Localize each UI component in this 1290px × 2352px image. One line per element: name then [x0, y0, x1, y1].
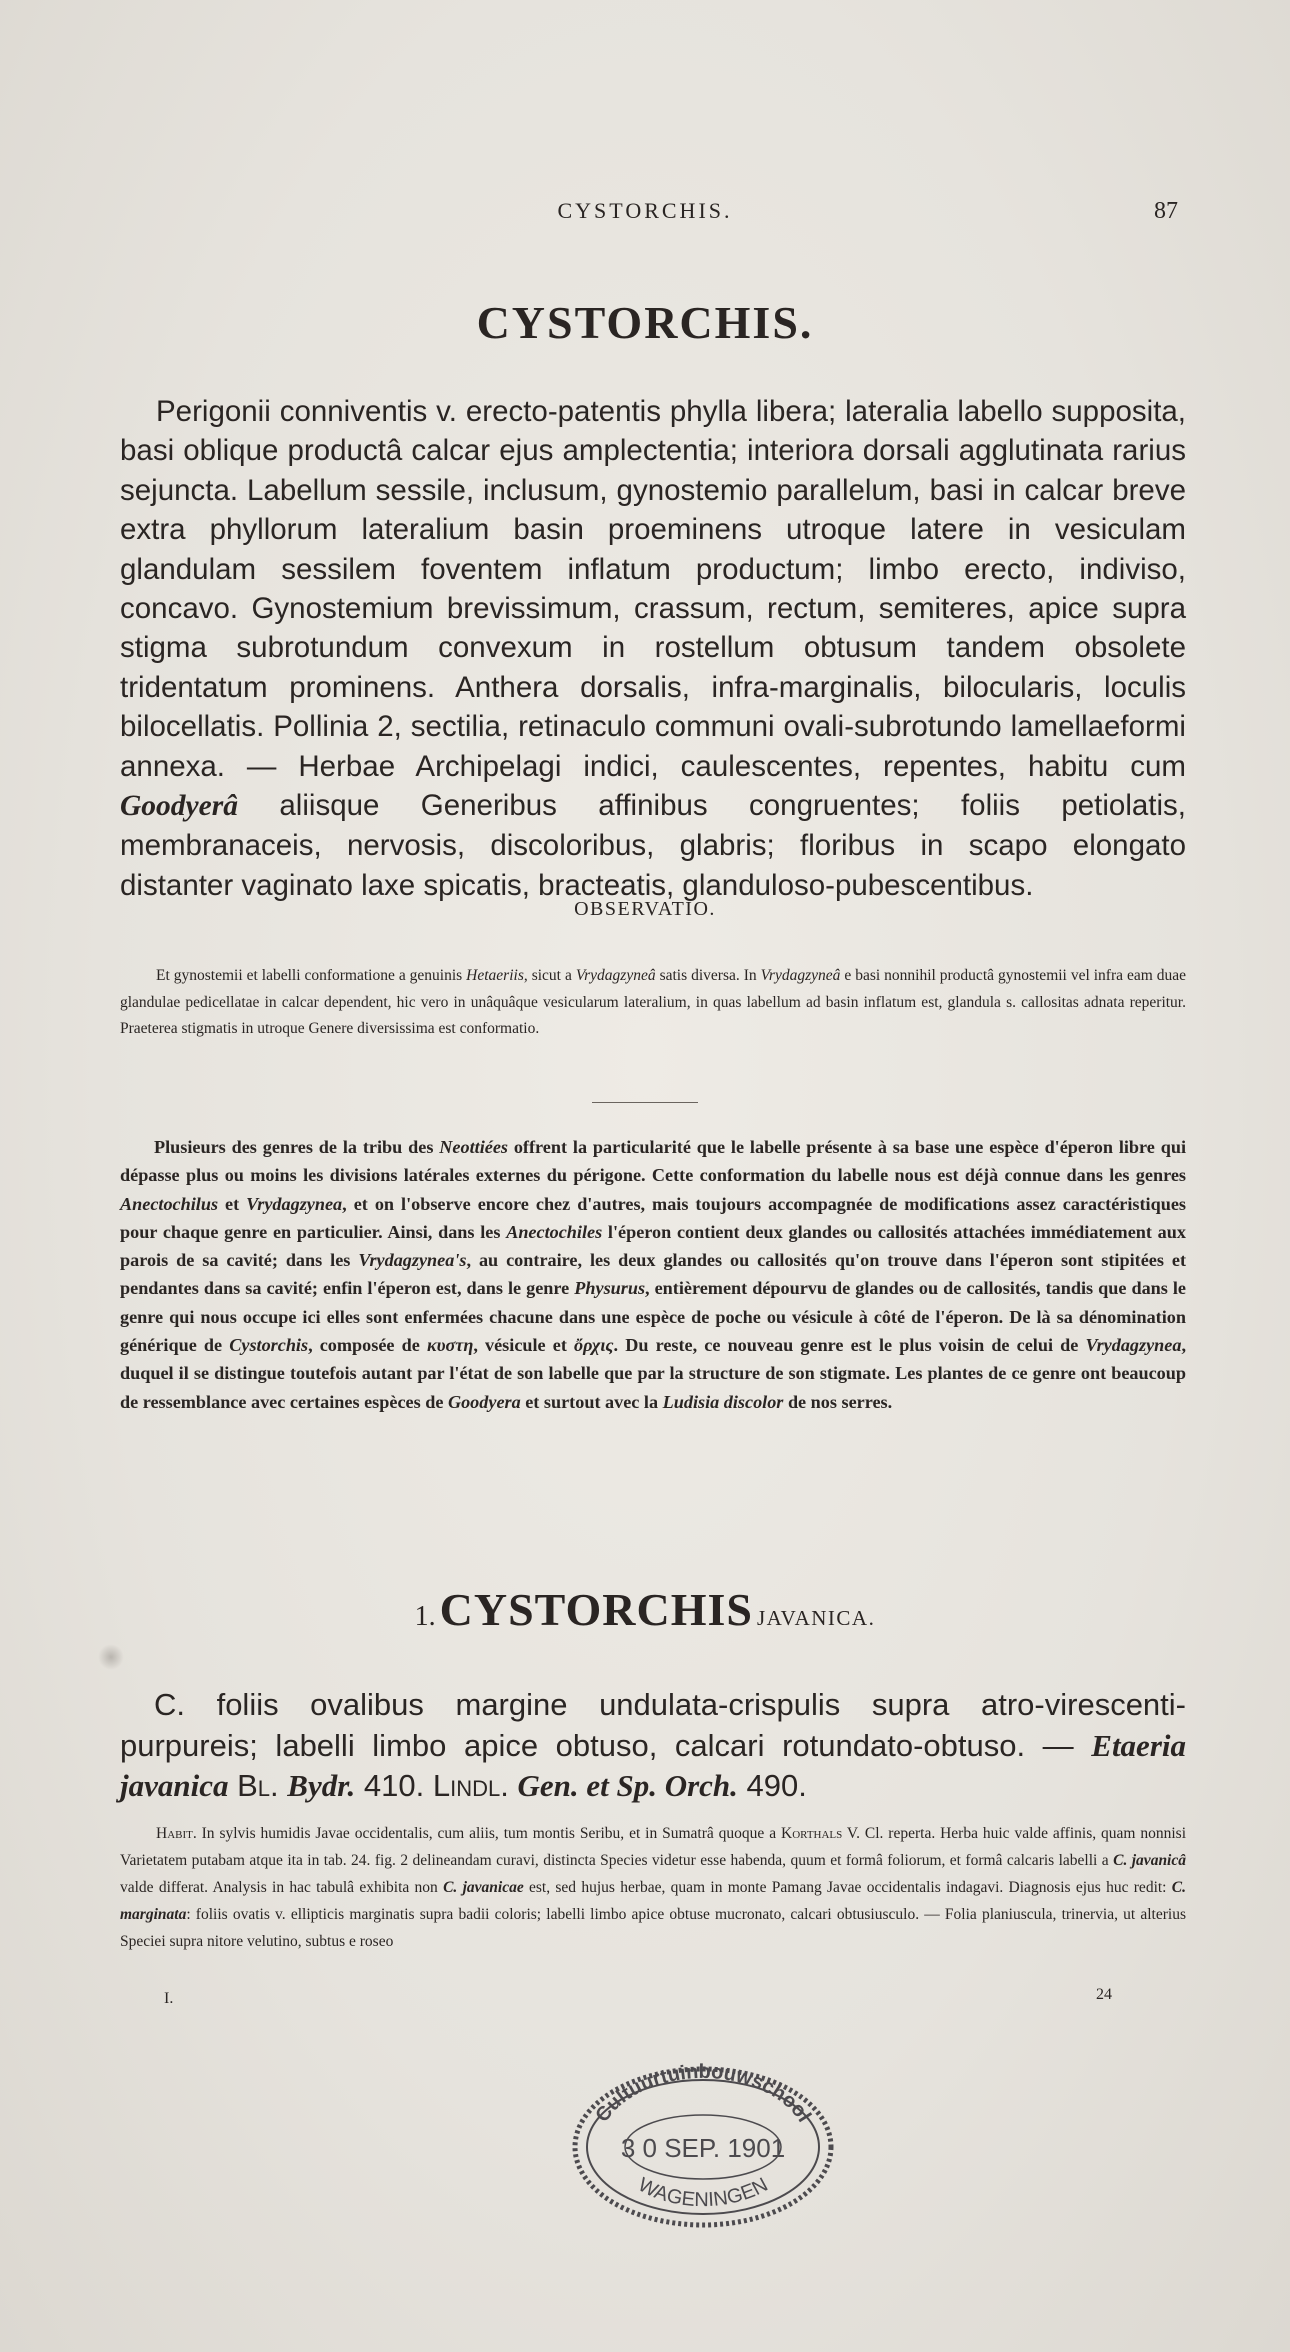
library-stamp [568, 2055, 838, 2230]
diagnosis-text: aliisque Generibus affinibus congruentes; foliis petiolatis, membranaceis, nervosis, discoloribus, glabris; floribus in scapo elongato distanter vaginato laxe spicatis, bracteatis, glanduloso-pubescentibus. [120, 789, 1186, 902]
section-divider [592, 1102, 698, 1103]
species-number: 1. [414, 1601, 436, 1632]
habitat-note: Habit. In sylvis humidis Javae occidentalis, cum aliis, tum montis Seribu, et in Sumatrâ quoque a Korthals V. Cl. reperta. Herba huic valde affinis, quam nonnisi Varietatem putabam atque ita in tab. 24. fig. 2 delineandam curavi, distincta Species videtur esse habenda, quum et formâ foliorum, et formâ calcaris labelli a C. javanicâ valde differat. Analysis in hac tabulâ exhibita non C. javanicae est, sed hujus herbae, quam in monte Pamang Javae occidentalis indagavi. Diagnosis ejus huc redit: C. marginata: foliis ovatis v. ellipticis marginatis supra badii coloris; labelli limbo apice obtuse mucronato, calcari obtusiusculo. — Folia planiuscula, trinervia, ut alterius Speciei supra nitore velutino, subtus e roseo [120, 1825, 1187, 1950]
sheet-number: 24 [1096, 1986, 1112, 2003]
species-epithet: JAVANICA. [757, 1606, 876, 1630]
observatio-text: Et gynostemii et labelli conformatione a genuinis Hetaeriis, sicut a Vrydagzyneâ satis diversa. In Vrydagzyneâ e basi nonnihil productâ gynostemii vel infra eam duae glandulae pedicellatae in calcar dependent, hic vero in unâquâque vesicularum lateralium, in quas labellum ad basin inflatum est, glandula s. callositas adnata reperitur. Praeterea stigmatis in utroque Genere diversissima est conformatio. [120, 967, 1187, 1037]
diagnosis-text: Perigonii conniventis v. erecto-patentis phylla libera; lateralia labello supposita, basi oblique productâ calcar ejus amplectentia; interiora dorsali agglutinata rarius sejuncta. Labellum sessile, inclusum, gynostemio parallelum, basi in calcar breve extra phyllorum lateralium basin proeminens utroque latere in vesiculam glandulam sessilem foventem inflatum productum; limbo erecto, indiviso, concavo. Gynostemium brevissimum, crassum, rectum, semiteres, apice supra stigma subrotundum convexum in rostellum obtusum tandem obsolete tridentatum prominens. Anthera dorsalis, infra-marginalis, bilocularis, loculis bilocellatis. Pollinia 2, sectilia, retinaculo communi ovali-subrotundo lamellaeformi annexa. — Herbae Archipelagi indici, caulescentes, repentes, habitu cum [120, 395, 1186, 783]
signature-mark: I. [164, 1990, 174, 2007]
page-number: 87 [1154, 198, 1178, 224]
species-heading [0, 1583, 1290, 1636]
paper-spot [98, 1644, 124, 1670]
french-commentary: Plusieurs des genres de la tribu des Neottiées offrent la particularité que le labelle présente à sa base une espèce d'éperon libre qui dépasse plus ou moins les divisions latérales externes du périgone. Cette conformation du labelle nous est déjà connue dans les genres Anectochilus et Vrydagzynea, et on l'observe encore chez d'autres, mais toujours accompagnée de modifications assez caractéristiques pour chaque genre en particulier. Ainsi, dans les Anectochiles l'éperon contient deux glandes ou callosités attachées immédiatement aux parois de sa cavité; dans les Vrydagzynea's, au contraire, les deux glandes ou callosités qu'on trouve dans l'éperon sont stipitées et pendantes dans sa cavité; enfin l'éperon est, dans le genre Physurus, entièrement dépourvu de glandes ou de callosités, tandis que dans le genre qui nous occupe ici elles sont enfermées chacune dans une espèce de poche ou vésicule à côté de l'éperon. De là sa dénomination générique de Cystorchis, composée de κυστη, vésicule et ὄρχις. Du reste, ce nouveau genre est le plus voisin de celui de Vrydagzynea, duquel il se distingue toutefois autant par l'état de son labelle que par la structure de son stigmate. Les plantes de ce genre ont beaucoup de ressemblance avec certaines espèces de Goodyera et surtout avec la Ludisia discolor de nos serres. [120, 1137, 1187, 1412]
stamp-date: 3 0 SEP. 1901 [620, 2133, 786, 2163]
genus-diagnosis [120, 392, 1186, 905]
species-diagnosis: C. foliis ovalibus margine undulata-crispulis supra atro-virescenti-purpureis; labelli limbo apice obtuso, calcari rotundato-obtuso. — Etaeria javanica Bl. Bydr. 410. Lindl. Gen. et Sp. Orch. 490. [120, 1687, 1186, 1803]
diagnosis-italic: Goodyerâ [120, 790, 238, 823]
stamp-top-text: Cultuurtuinbouwschool [591, 2060, 816, 2127]
species-genus-name: CYSTORCHIS [439, 1584, 753, 1635]
stamp-bottom-text: WAGENINGEN [634, 2173, 772, 2212]
running-title: CYSTORCHIS. [557, 198, 733, 223]
observatio-heading: OBSERVATIO. [574, 898, 716, 920]
genus-title: CYSTORCHIS. [476, 297, 814, 348]
